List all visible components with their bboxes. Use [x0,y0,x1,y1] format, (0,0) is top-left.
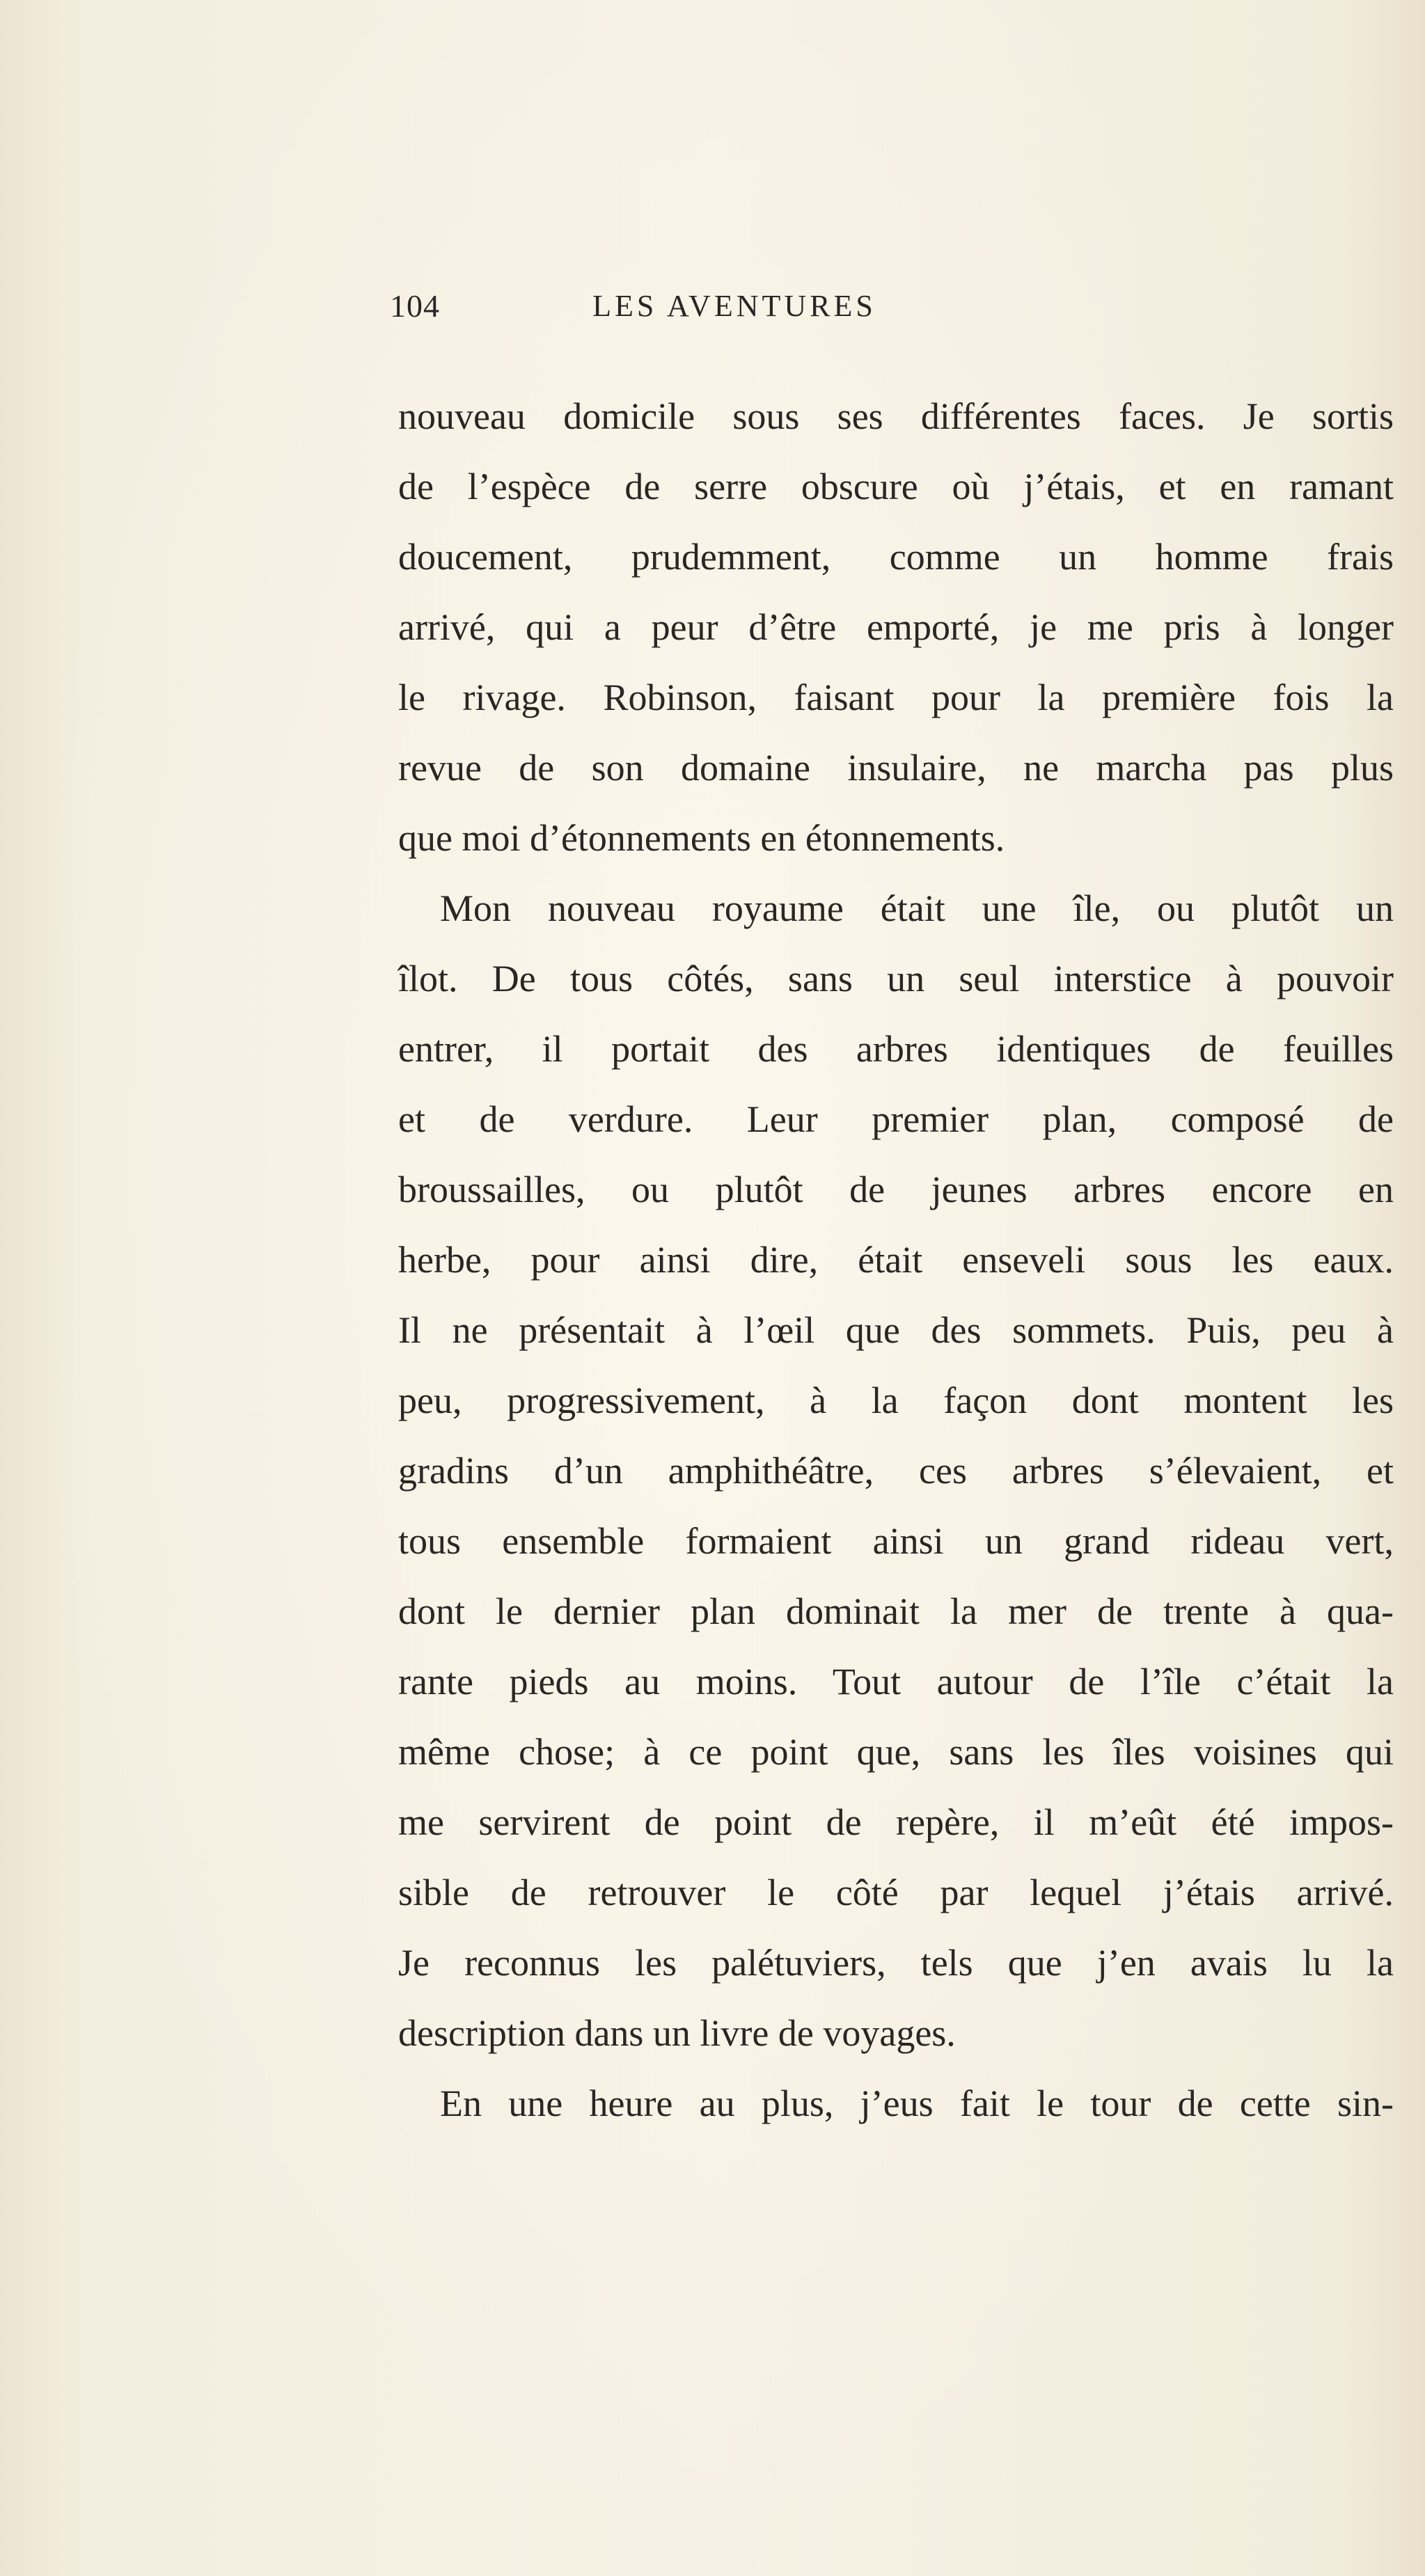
text-line: nouveau domicile sous ses différentes faces. Je sortis [398,395,1394,437]
text-line: En une heure au plus, j’eus fait le tour de cette sin- [440,2083,1394,2124]
text-line: revue de son domaine insulaire, ne marcha pas plus [398,747,1394,789]
text-line: peu, progressivement, à la façon dont montent les [398,1380,1394,1421]
text-line: sible de retrouver le côté par lequel j’étais arrivé. [398,1872,1394,1913]
text-line: îlot. De tous côtés, sans un seul interstice à pouvoir [398,958,1394,999]
text-line: description dans un livre de voyages. [398,2012,956,2054]
text-line: me servirent de point de repère, il m’eût été impos- [398,1801,1394,1843]
text-line: et de verdure. Leur premier plan, composé de [398,1098,1394,1140]
text-line: doucement, prudemment, comme un homme frais [398,536,1394,578]
text-line: broussailles, ou plutôt de jeunes arbres encore en [398,1169,1394,1210]
text-line: entrer, il portait des arbres identiques de feuilles [398,1028,1394,1070]
text-line: le rivage. Robinson, faisant pour la première fois la [398,677,1394,718]
page-header [390,282,1051,331]
text-line: arrivé, qui a peur d’être emporté, je me pris à longer [398,606,1394,648]
text-line: Je reconnus les palétuviers, tels que j’en avais lu la [398,1942,1394,1984]
text-line: Il ne présentait à l’œil que des sommets. Puis, peu à [398,1309,1394,1351]
text-line: tous ensemble formaient ainsi un grand rideau vert, [398,1520,1394,1562]
text-line: dont le dernier plan dominait la mer de trente à qua- [398,1590,1394,1632]
text-line: rante pieds au moins. Tout autour de l’île c’était la [398,1661,1394,1702]
text-line: Mon nouveau royaume était une île, ou plutôt un [440,887,1394,929]
text-line: que moi d’étonnements en étonnements. [398,817,1005,859]
text-line: même chose; à ce point que, sans les îles voisines qui [398,1731,1394,1773]
page-number: 104 [390,288,440,324]
body-text [398,381,1394,2139]
running-title: LES AVENTURES [592,289,876,323]
text-line: herbe, pour ainsi dire, était enseveli sous les eaux. [398,1239,1394,1281]
text-line: de l’espèce de serre obscure où j’étais, et en ramant [398,466,1394,507]
text-line: gradins d’un amphithéâtre, ces arbres s’élevaient, et [398,1450,1394,1492]
